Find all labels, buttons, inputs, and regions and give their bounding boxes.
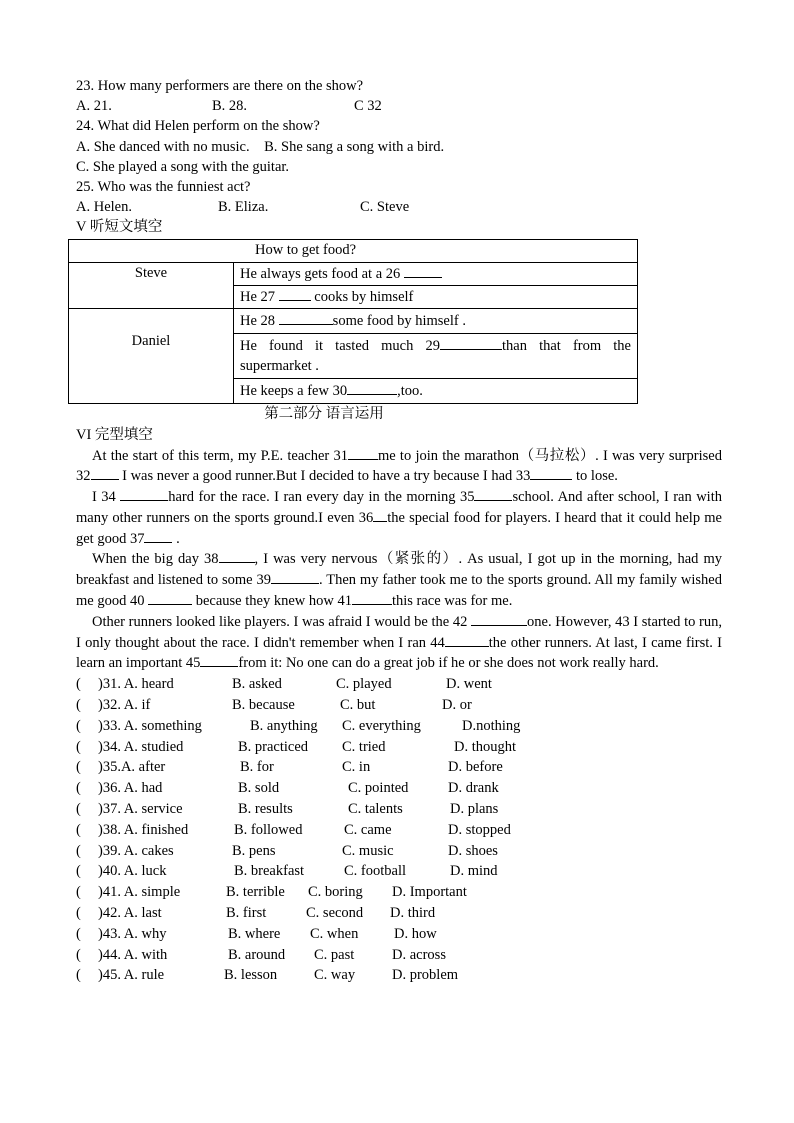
section-5-title: V 听短文填空 <box>76 219 163 236</box>
option-d[interactable]: D. shoes <box>448 842 498 859</box>
answer-bracket[interactable]: ( <box>76 697 81 714</box>
option-b[interactable]: B. terrible <box>226 884 285 901</box>
fill-table <box>68 239 638 404</box>
steve-row-1-text: He always gets food at a 26 <box>240 266 404 282</box>
choice-list <box>76 674 722 986</box>
p2-text-e: . <box>172 530 180 547</box>
option-d[interactable]: D. or <box>442 697 472 714</box>
option-b[interactable]: B. pens <box>232 842 276 859</box>
cloze-paragraph-3 <box>76 549 722 611</box>
option-b[interactable]: B. asked <box>232 676 282 693</box>
daniel-row-1 <box>234 308 638 333</box>
option-c[interactable]: C. past <box>314 946 355 963</box>
blank-32[interactable] <box>91 466 119 480</box>
blank-37[interactable] <box>144 529 172 543</box>
steve-row-2-pre: He 27 <box>240 289 279 305</box>
question-23: 23. How many performers are there on the show? <box>76 78 364 94</box>
p4-text-d: from it: No one can do a great job if he or she does not work really hard. <box>238 655 659 672</box>
option-a[interactable]: )40. A. luck <box>98 863 167 880</box>
answer-bracket[interactable]: ( <box>76 801 81 818</box>
choice-row <box>76 674 722 695</box>
answer-bracket[interactable]: ( <box>76 863 81 880</box>
option-a: A. Helen. <box>76 199 132 216</box>
question-25: 25. Who was the funniest act? <box>76 178 251 195</box>
option-a[interactable]: )32. A. if <box>98 697 151 714</box>
option-c[interactable]: C. music <box>342 842 394 859</box>
choice-row <box>76 924 722 945</box>
option-c[interactable]: C. when <box>310 925 359 942</box>
answer-bracket[interactable]: ( <box>76 925 81 942</box>
blank-30[interactable] <box>347 381 397 395</box>
option-c[interactable]: C. talents <box>348 801 403 818</box>
choice-row <box>76 882 722 903</box>
question-24-option-c: C. She played a song with the guitar. <box>76 158 290 175</box>
p1-text-a: At the start of this term, my P.E. teacher 31 <box>92 447 348 464</box>
choice-row <box>76 716 722 737</box>
p2-text-a: I 34 <box>92 489 121 506</box>
option-c[interactable]: C. tried <box>342 738 386 755</box>
blank-26[interactable] <box>404 264 442 278</box>
p2-text-c: school. And after school, I ran with many other runners on the sports ground.I even 36 <box>76 489 722 526</box>
answer-bracket[interactable]: ( <box>76 759 81 776</box>
answer-bracket[interactable]: ( <box>76 821 81 838</box>
option-d[interactable]: D. mind <box>450 863 498 880</box>
answer-bracket[interactable]: ( <box>76 842 81 859</box>
section-6-title: VI 完型填空 <box>76 426 153 443</box>
answer-bracket[interactable]: ( <box>76 780 81 797</box>
p1-text-c: I was never a good runner.But I decided to have a try because I had 33 <box>118 468 531 485</box>
option-b[interactable]: B. lesson <box>224 967 278 984</box>
daniel-row-3-post: ,too. <box>397 383 423 399</box>
daniel-row-3-pre: He keeps a few 30 <box>240 383 348 399</box>
table-title: How to get food? <box>69 239 638 262</box>
answer-bracket[interactable]: ( <box>76 884 81 901</box>
answer-bracket[interactable]: ( <box>76 905 81 922</box>
question-23-options <box>76 96 722 116</box>
answer-bracket[interactable]: ( <box>76 967 81 984</box>
question-24: 24. What did Helen perform on the show? <box>76 118 320 135</box>
blank-27[interactable] <box>279 287 311 301</box>
option-a: A. She danced with no music. <box>76 138 250 155</box>
answer-bracket[interactable]: ( <box>76 717 81 734</box>
option-b[interactable]: B. followed <box>234 821 303 838</box>
choice-row <box>76 841 722 862</box>
choice-row <box>76 861 722 882</box>
blank-39[interactable] <box>271 570 319 584</box>
option-d[interactable]: D. plans <box>450 801 499 818</box>
option-a[interactable]: )42. A. last <box>98 905 162 922</box>
option-c: C. Steve <box>360 199 410 216</box>
option-a[interactable]: )35.A. after <box>98 759 166 776</box>
option-b[interactable]: B. practiced <box>238 738 309 755</box>
blank-28[interactable] <box>279 311 333 325</box>
daniel-row-3 <box>234 378 638 403</box>
p3-text-e: this race was for me. <box>391 593 513 610</box>
steve-row-2 <box>234 285 638 308</box>
option-c[interactable]: C. way <box>314 967 356 984</box>
option-b: B. 28. <box>212 98 248 115</box>
answer-bracket[interactable]: ( <box>76 946 81 963</box>
option-b[interactable]: B. results <box>238 801 293 818</box>
blank-42[interactable] <box>471 612 527 626</box>
option-b: B. Eliza. <box>218 199 269 216</box>
option-c[interactable]: C. everything <box>342 717 421 734</box>
option-b[interactable]: B. anything <box>250 717 318 734</box>
option-b: B. She sang a song with a bird. <box>264 138 445 155</box>
option-a[interactable]: )44. A. with <box>98 946 168 963</box>
choice-row <box>76 778 722 799</box>
option-d[interactable]: D.nothing <box>462 717 521 734</box>
steve-cell: Steve <box>69 262 234 308</box>
choice-row <box>76 695 722 716</box>
cloze-paragraph-2 <box>76 487 722 549</box>
option-d[interactable]: D. stopped <box>448 821 511 838</box>
option-a[interactable]: )37. A. service <box>98 801 183 818</box>
answer-bracket[interactable]: ( <box>76 738 81 755</box>
option-c[interactable]: C. played <box>336 676 392 693</box>
option-a[interactable]: )34. A. studied <box>98 738 184 755</box>
blank-44[interactable] <box>445 633 489 647</box>
p3-text-a: When the big day 38 <box>92 551 219 568</box>
choice-row <box>76 820 722 841</box>
choice-row <box>76 903 722 924</box>
blank-31[interactable] <box>348 446 378 460</box>
p1-text-d: to lose. <box>572 468 618 485</box>
choice-row <box>76 799 722 820</box>
blank-40[interactable] <box>148 591 192 605</box>
option-b[interactable]: B. breakfast <box>234 863 305 880</box>
blank-36[interactable] <box>373 508 387 522</box>
p2-text-b: hard for the race. I ran every day in the morning 35 <box>168 489 475 506</box>
option-c[interactable]: C. football <box>344 863 407 880</box>
cloze-paragraph-4 <box>76 612 722 674</box>
p2-text-d: the special food for players. I heard that it could help me get good 37 <box>76 509 722 547</box>
option-b[interactable]: B. for <box>240 759 274 776</box>
option-b[interactable]: B. sold <box>238 780 280 797</box>
option-d[interactable]: D. third <box>390 905 436 922</box>
p4-text-a: Other runners looked like players. I was afraid I would be the 42 <box>92 613 472 630</box>
daniel-cell: Daniel <box>69 308 234 403</box>
option-d[interactable]: D. Important <box>392 884 467 901</box>
p1-text-b: me to join the marathon（马拉松）. I was very surprised 32 <box>76 447 722 485</box>
cloze-paragraph-1 <box>76 446 722 488</box>
choice-row <box>76 737 722 758</box>
daniel-row-2-post: than that from the supermarket . <box>240 337 631 374</box>
blank-41[interactable] <box>352 591 392 605</box>
steve-row-2-post: cooks by himself <box>310 289 414 305</box>
exam-page <box>76 76 722 986</box>
blank-38[interactable] <box>219 549 255 563</box>
option-c[interactable]: C. pointed <box>348 780 409 797</box>
p3-text-b: , I was very nervous（紧张的）. As usual, I got up in the morning, had my breakfast and listened to some 39 <box>76 551 722 589</box>
question-25-options <box>76 197 722 217</box>
option-d[interactable]: D. before <box>448 759 503 776</box>
option-c: C 32 <box>354 98 382 115</box>
option-d[interactable]: D. how <box>394 925 437 942</box>
option-a[interactable]: )38. A. finished <box>98 821 189 838</box>
blank-29[interactable] <box>440 336 502 350</box>
daniel-row-1-pre: He 28 <box>240 313 279 329</box>
choice-row <box>76 965 722 986</box>
option-c[interactable]: C. boring <box>308 884 363 901</box>
option-d[interactable]: D. across <box>392 946 446 963</box>
option-a[interactable]: )45. A. rule <box>98 967 165 984</box>
blank-34[interactable] <box>120 487 168 501</box>
option-a[interactable]: )36. A. had <box>98 780 163 797</box>
option-d[interactable]: D. went <box>446 676 492 693</box>
option-c[interactable]: C. but <box>340 697 376 714</box>
option-c[interactable]: C. second <box>306 905 364 922</box>
option-d[interactable]: D. thought <box>454 738 517 755</box>
question-24-options-ab <box>76 137 722 157</box>
option-a[interactable]: )41. A. simple <box>98 884 181 901</box>
option-b[interactable]: B. where <box>228 925 281 942</box>
daniel-row-2 <box>234 333 638 378</box>
choice-row <box>76 757 722 778</box>
p4-text-b: one. However, 43 I started to run, I only thought about the race. I didn't remember when I ran 44 <box>76 613 722 651</box>
option-a[interactable]: )31. A. heard <box>98 676 174 693</box>
option-b[interactable]: B. first <box>226 905 267 922</box>
blank-35[interactable] <box>474 487 512 501</box>
option-d[interactable]: D. problem <box>392 967 459 984</box>
answer-bracket[interactable]: ( <box>76 676 81 693</box>
p3-text-c: . Then my father took me to the sports ground. All my family wished me good 40 <box>76 572 722 610</box>
option-b[interactable]: B. around <box>228 946 286 963</box>
p4-text-c: the other runners. At last, I came first. I learn an important 45 <box>76 634 722 672</box>
choice-row <box>76 945 722 966</box>
daniel-row-2-pre: He found it tasted much 29 <box>240 337 440 354</box>
p3-text-d: because they knew how 41 <box>192 593 352 610</box>
blank-33[interactable] <box>530 466 572 480</box>
daniel-row-1-post: some food by himself . <box>332 313 466 329</box>
blank-45[interactable] <box>200 653 238 667</box>
steve-row-1 <box>234 262 638 285</box>
option-b[interactable]: B. because <box>232 697 295 714</box>
option-a[interactable]: )33. A. something <box>98 717 202 734</box>
option-c[interactable]: C. came <box>344 821 392 838</box>
option-d[interactable]: D. drank <box>448 780 499 797</box>
option-a[interactable]: )43. A. why <box>98 925 167 942</box>
part-2-title: 第二部分 语言运用 <box>264 405 384 422</box>
option-a[interactable]: )39. A. cakes <box>98 842 174 859</box>
option-a: A. 21. <box>76 98 112 115</box>
option-c[interactable]: C. in <box>342 759 371 776</box>
